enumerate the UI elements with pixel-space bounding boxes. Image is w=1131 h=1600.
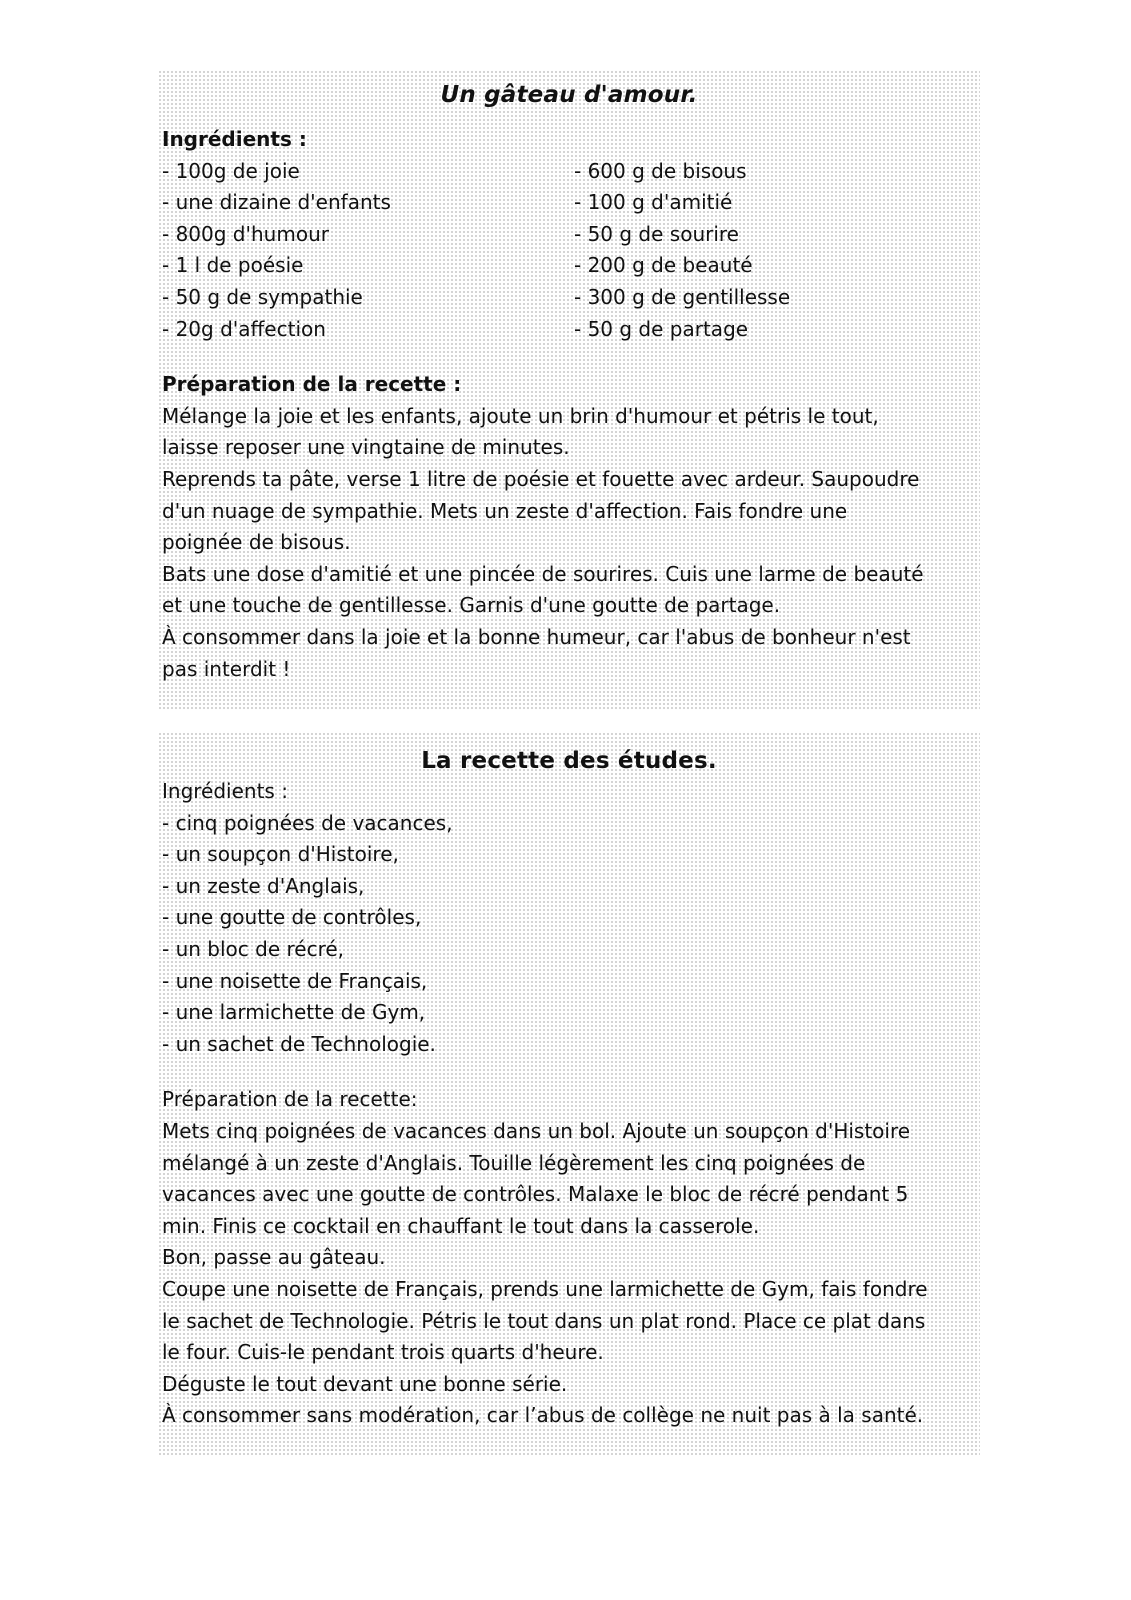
ingredient-item: - une larmichette de Gym, <box>162 1000 426 1025</box>
ingredient-item: - un bloc de récré, <box>162 936 345 961</box>
preparation-line: mélangé à un zeste d'Anglais. Touille légèrement les cinq poignées de <box>162 1150 866 1175</box>
preparation-line: d'un nuage de sympathie. Mets un zeste d'affection. Fais fondre une <box>162 498 848 523</box>
ingredient-item: - un sachet de Technologie. <box>162 1031 436 1056</box>
ingredient-item: - une goutte de contrôles, <box>162 905 422 930</box>
ingredient-item: - cinq poignées de vacances, <box>162 810 453 835</box>
ingredient-item: - un zeste d'Anglais, <box>162 873 365 898</box>
preparation-line: le four. Cuis-le pendant trois quarts d'heure. <box>162 1340 604 1365</box>
preparation-line: Reprends ta pâte, verse 1 litre de poésie et fouette avec ardeur. Saupoudre <box>162 466 920 491</box>
ingredient-item: - 300 g de gentillesse <box>574 284 791 309</box>
preparation-line: Mélange la joie et les enfants, ajoute un brin d'humour et pétris le tout, <box>162 403 879 428</box>
preparation-line: Bats une dose d'amitié et une pincée de sourires. Cuis une larme de beauté <box>162 561 924 586</box>
ingredient-item: - 200 g de beauté <box>574 253 753 278</box>
ingredient-item: - 1 l de poésie <box>162 253 304 278</box>
preparation-line: pas interdit ! <box>162 656 291 681</box>
preparation-heading: Préparation de la recette : <box>162 372 462 397</box>
ingredient-item: - un soupçon d'Histoire, <box>162 842 399 867</box>
ingredient-item: - 800g d'humour <box>162 221 329 246</box>
preparation-line: min. Finis ce cocktail en chauffant le tout dans la casserole. <box>162 1213 760 1238</box>
preparation-line: Coupe une noisette de Français, prends une larmichette de Gym, fais fondre <box>162 1276 928 1301</box>
recipe-love-cake <box>158 70 980 710</box>
preparation-line: vacances avec une goutte de contrôles. Malaxe le bloc de récré pendant 5 <box>162 1182 909 1207</box>
preparation-line: Bon, passe au gâteau. <box>162 1245 386 1270</box>
recipe-title: Un gâteau d'amour. <box>440 82 698 108</box>
ingredients-list <box>162 156 976 346</box>
ingredient-item: - 100g de joie <box>162 158 300 183</box>
preparation-line: et une touche de gentillesse. Garnis d'une goutte de partage. <box>162 593 781 618</box>
preparation-line: À consommer sans modération, car l’abus de collège ne nuit pas à la santé. <box>162 1403 924 1428</box>
recipe-title: La recette des études. <box>421 748 717 774</box>
preparation-heading: Préparation de la recette: <box>162 1087 418 1112</box>
preparation-line: laisse reposer une vingtaine de minutes. <box>162 435 570 460</box>
ingredient-item: - 600 g de bisous <box>574 158 747 183</box>
ingredients-list <box>162 808 976 1061</box>
preparation-line: À consommer dans la joie et la bonne humeur, car l'abus de bonheur n'est <box>162 624 911 649</box>
ingredient-item: - 100 g d'amitié <box>574 190 733 215</box>
preparation-line: Déguste le tout devant une bonne série. <box>162 1371 568 1396</box>
ingredients-heading: Ingrédients : <box>162 127 307 151</box>
ingredients-column-right <box>574 156 976 346</box>
ingredient-item: - 50 g de sympathie <box>162 284 363 309</box>
preparation-text <box>162 401 976 685</box>
preparation-line: Mets cinq poignées de vacances dans un bol. Ajoute un soupçon d'Histoire <box>162 1118 911 1143</box>
ingredient-item: - 50 g de sourire <box>574 221 739 246</box>
ingredient-item: - 50 g de partage <box>574 316 749 341</box>
ingredient-item: - une dizaine d'enfants <box>162 190 391 215</box>
recipe-studies <box>158 732 980 1456</box>
ingredients-column-left <box>162 156 574 346</box>
preparation-line: le sachet de Technologie. Pétris le tout dans un plat rond. Place ce plat dans <box>162 1308 926 1333</box>
ingredients-heading: Ingrédients : <box>162 779 288 803</box>
ingredient-item: - une noisette de Français, <box>162 968 428 993</box>
ingredient-item: - 20g d'affection <box>162 316 326 341</box>
preparation-line: poignée de bisous. <box>162 530 351 555</box>
preparation-text <box>162 1116 976 1432</box>
